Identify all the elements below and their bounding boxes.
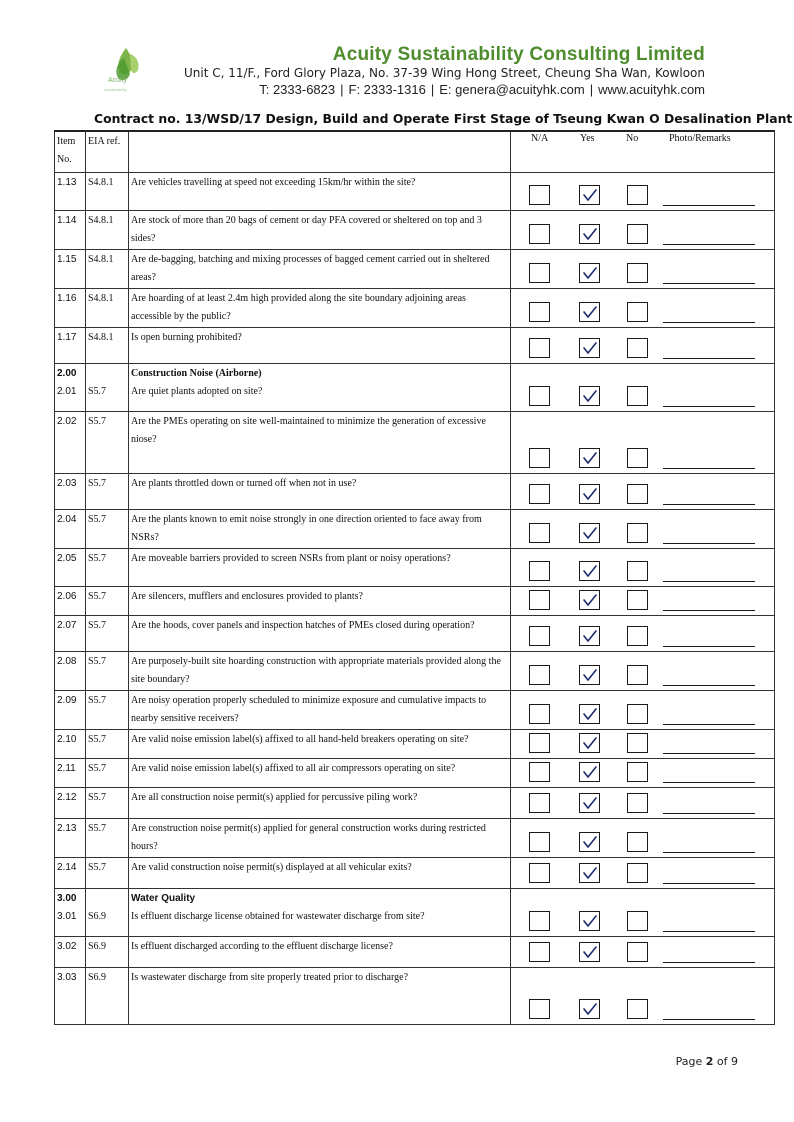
question-text: Are valid noise emission label(s) affixed to all air compressors operating on site? <box>131 763 456 774</box>
na-checkbox[interactable] <box>529 561 550 581</box>
no-checkbox[interactable] <box>627 704 648 724</box>
question <box>129 889 511 937</box>
item-no <box>55 968 86 1025</box>
eia-ref: S4.8.1 <box>86 211 129 250</box>
question <box>129 730 511 759</box>
question-text: Are vehicles travelling at speed not exceeding 15km/hr within the site? <box>131 177 416 188</box>
question <box>129 211 511 250</box>
remarks-line[interactable] <box>663 543 755 544</box>
checkmark-icon <box>582 450 598 466</box>
eia-ref: S5.7 <box>86 474 129 510</box>
eia-ref: S5.7 <box>86 510 129 549</box>
checkmark-icon <box>582 340 598 356</box>
na-checkbox[interactable] <box>529 523 550 543</box>
no-checkbox[interactable] <box>627 626 648 646</box>
na-checkbox[interactable] <box>529 263 550 283</box>
answer-cell <box>511 652 775 691</box>
no-checkbox[interactable] <box>627 942 648 962</box>
item-no <box>55 412 86 474</box>
question <box>129 289 511 328</box>
na-checkbox[interactable] <box>529 590 550 610</box>
item-no <box>55 250 86 289</box>
eia-ref: S5.7 <box>86 858 129 889</box>
question-text: Are all construction noise permit(s) applied for percussive piling work? <box>131 792 418 803</box>
answer-cell <box>511 412 775 474</box>
eia-ref: S4.8.1 <box>86 328 129 364</box>
no-checkbox[interactable] <box>627 762 648 782</box>
table-row <box>55 173 775 211</box>
checkmark-icon <box>582 865 598 881</box>
question <box>129 819 511 858</box>
checkmark-icon <box>582 187 598 203</box>
yes-checkbox[interactable] <box>579 999 600 1019</box>
question <box>129 474 511 510</box>
question-text: Is wastewater discharge from site properly treated prior to discharge? <box>131 972 409 983</box>
yes-checkbox[interactable] <box>579 386 600 406</box>
remarks-line[interactable] <box>663 322 755 323</box>
item-number: 2.12 <box>57 792 77 803</box>
checkmark-icon <box>582 764 598 780</box>
no-checkbox[interactable] <box>627 484 648 504</box>
checkmark-icon <box>582 628 598 644</box>
checkmark-icon <box>582 913 598 929</box>
answer-cell <box>511 968 775 1025</box>
item-number: 2.01 <box>57 386 77 397</box>
table-row <box>55 510 775 549</box>
item-number: 2.08 <box>57 656 77 667</box>
item-number: 1.16 <box>57 293 77 304</box>
question <box>129 652 511 691</box>
no-checkbox[interactable] <box>627 386 648 406</box>
no-checkbox[interactable] <box>627 302 648 322</box>
item-no <box>55 889 86 937</box>
no-checkbox[interactable] <box>627 185 648 205</box>
yes-checkbox[interactable] <box>579 523 600 543</box>
question <box>129 328 511 364</box>
na-checkbox[interactable] <box>529 762 550 782</box>
na-checkbox[interactable] <box>529 942 550 962</box>
question <box>129 549 511 587</box>
answer-cell <box>511 819 775 858</box>
separator: | <box>340 82 344 97</box>
na-checkbox[interactable] <box>529 224 550 244</box>
fax: F: 2333-1316 <box>348 82 426 97</box>
remarks-line[interactable] <box>663 468 755 469</box>
item-no <box>55 328 86 364</box>
item-no <box>55 510 86 549</box>
table-row <box>55 730 775 759</box>
yes-checkbox[interactable] <box>579 448 600 468</box>
item-no <box>55 173 86 211</box>
na-checkbox[interactable] <box>529 832 550 852</box>
table-row <box>55 819 775 858</box>
item-no <box>55 937 86 968</box>
section-title: Water Quality <box>131 893 196 904</box>
phone: T: 2333-6823 <box>259 82 336 97</box>
section-no: 2.00 <box>57 368 77 379</box>
eia-ref: S5.7 <box>86 759 129 788</box>
question <box>129 759 511 788</box>
page-number: Page 2 of 9 <box>675 1055 738 1068</box>
yes-checkbox[interactable] <box>579 911 600 931</box>
question-text: Are valid noise emission label(s) affixed to all hand-held breakers operating on site? <box>131 734 469 745</box>
table-row <box>55 759 775 788</box>
item-number: 2.13 <box>57 823 77 834</box>
no-checkbox[interactable] <box>627 224 648 244</box>
no-checkbox[interactable] <box>627 911 648 931</box>
answer-cell <box>511 587 775 616</box>
item-no <box>55 652 86 691</box>
answer-cell <box>511 889 775 937</box>
remarks-line[interactable] <box>663 610 755 611</box>
na-checkbox[interactable] <box>529 386 550 406</box>
answer-cell <box>511 616 775 652</box>
company-name: Acuity Sustainability Consulting Limited <box>332 44 705 65</box>
item-number: 2.02 <box>57 416 77 427</box>
question <box>129 412 511 474</box>
eia-ref: S5.7 <box>86 549 129 587</box>
eia-ref: S4.8.1 <box>86 173 129 211</box>
eia-ref: S5.7 <box>86 691 129 730</box>
section-no: 3.00 <box>57 893 77 904</box>
remarks-line[interactable] <box>663 883 755 884</box>
question-text: Are the plants known to emit noise strongly in one direction oriented to face away from NSRs? <box>131 514 482 543</box>
table-row <box>55 250 775 289</box>
section-title: Construction Noise (Airborne) <box>131 368 262 379</box>
eia-ref: S4.8.1 <box>86 289 129 328</box>
remarks-line[interactable] <box>663 685 755 686</box>
yes-checkbox[interactable] <box>579 484 600 504</box>
yes-checkbox[interactable] <box>579 185 600 205</box>
na-checkbox[interactable] <box>529 665 550 685</box>
table-row <box>55 549 775 587</box>
item-number: 3.02 <box>57 941 77 952</box>
answer-cell <box>511 364 775 412</box>
na-checkbox[interactable] <box>529 302 550 322</box>
checkmark-icon <box>582 944 598 960</box>
question <box>129 937 511 968</box>
answer-cell <box>511 730 775 759</box>
answer-cell <box>511 788 775 819</box>
item-number: 2.05 <box>57 553 77 564</box>
no-checkbox[interactable] <box>627 523 648 543</box>
na-checkbox[interactable] <box>529 185 550 205</box>
item-no <box>55 587 86 616</box>
remarks-line[interactable] <box>663 504 755 505</box>
answer-cell <box>511 211 775 250</box>
logo-text: Acuity <box>108 77 128 84</box>
na-checkbox[interactable] <box>529 704 550 724</box>
table-row <box>55 211 775 250</box>
item-number: 1.17 <box>57 332 77 343</box>
item-no <box>55 549 86 587</box>
item-no <box>55 759 86 788</box>
question-text: Are silencers, mufflers and enclosures provided to plants? <box>131 591 363 602</box>
no-checkbox[interactable] <box>627 561 648 581</box>
table-row <box>55 474 775 510</box>
item-number: 1.15 <box>57 254 77 265</box>
remarks-line[interactable] <box>663 283 755 284</box>
item-number: 2.03 <box>57 478 77 489</box>
answer-cell <box>511 173 775 211</box>
no-checkbox[interactable] <box>627 590 648 610</box>
na-checkbox[interactable] <box>529 484 550 504</box>
no-checkbox[interactable] <box>627 338 648 358</box>
question-text: Are moveable barriers provided to screen NSRs from plant or noisy operations? <box>131 553 451 564</box>
eia-ref: S6.9 <box>86 889 129 937</box>
header-item-no: Item No. <box>55 131 86 173</box>
no-checkbox[interactable] <box>627 263 648 283</box>
na-checkbox[interactable] <box>529 863 550 883</box>
yes-checkbox[interactable] <box>579 863 600 883</box>
item-number: 2.14 <box>57 862 77 873</box>
yes-checkbox[interactable] <box>579 665 600 685</box>
checkmark-icon <box>582 563 598 579</box>
checkmark-icon <box>582 706 598 722</box>
table-row <box>55 937 775 968</box>
question <box>129 968 511 1025</box>
question <box>129 364 511 412</box>
no-checkbox[interactable] <box>627 733 648 753</box>
question-text: Are noisy operation properly scheduled to minimize exposure and cumulative impacts to nearby sensitive receivers? <box>131 695 487 724</box>
yes-checkbox[interactable] <box>579 733 600 753</box>
yes-checkbox[interactable] <box>579 793 600 813</box>
na-checkbox[interactable] <box>529 733 550 753</box>
question-text: Is effluent discharged according to the effluent discharge license? <box>131 941 393 952</box>
item-no <box>55 730 86 759</box>
yes-checkbox[interactable] <box>579 338 600 358</box>
question <box>129 788 511 819</box>
question-text: Are purposely-built site hoarding construction with appropriate materials provided along the site boundary? <box>131 656 501 685</box>
checkmark-icon <box>582 226 598 242</box>
remarks-line[interactable] <box>663 244 755 245</box>
separator: | <box>430 82 435 97</box>
item-no <box>55 364 86 412</box>
question-text: Are construction noise permit(s) applied for general construction works during restricted hours? <box>131 823 486 852</box>
no-checkbox[interactable] <box>627 999 648 1019</box>
question <box>129 173 511 211</box>
table-header-row <box>55 131 775 173</box>
header-no: No <box>626 133 639 144</box>
email: E: genera@acuityhk.com <box>439 82 585 97</box>
remarks-line[interactable] <box>663 205 755 206</box>
checkmark-icon <box>582 388 598 404</box>
table-row <box>55 587 775 616</box>
logo-subtext: sustainability <box>104 87 127 92</box>
separator: | <box>589 82 594 97</box>
yes-checkbox[interactable] <box>579 561 600 581</box>
no-checkbox[interactable] <box>627 863 648 883</box>
remarks-line[interactable] <box>663 813 755 814</box>
item-no <box>55 858 86 889</box>
yes-checkbox[interactable] <box>579 832 600 852</box>
item-no <box>55 616 86 652</box>
na-checkbox[interactable] <box>529 793 550 813</box>
item-no <box>55 289 86 328</box>
item-number: 2.09 <box>57 695 77 706</box>
checkmark-icon <box>582 735 598 751</box>
yes-checkbox[interactable] <box>579 762 600 782</box>
question <box>129 858 511 889</box>
remarks-line[interactable] <box>663 406 755 407</box>
question-text: Are plants throttled down or turned off when not in use? <box>131 478 357 489</box>
question <box>129 250 511 289</box>
checkmark-icon <box>582 592 598 608</box>
remarks-line[interactable] <box>663 581 755 582</box>
table-row <box>55 412 775 474</box>
yes-checkbox[interactable] <box>579 704 600 724</box>
website: www.acuityhk.com <box>598 82 705 97</box>
header-yes: Yes <box>580 133 595 144</box>
answer-cell <box>511 250 775 289</box>
item-number: 1.14 <box>57 215 77 226</box>
question <box>129 691 511 730</box>
remarks-line[interactable] <box>663 1019 755 1020</box>
item-number: 2.07 <box>57 620 77 631</box>
item-no <box>55 691 86 730</box>
checkmark-icon <box>582 795 598 811</box>
table-row <box>55 691 775 730</box>
no-checkbox[interactable] <box>627 832 648 852</box>
eia-ref: S6.9 <box>86 937 129 968</box>
eia-ref: S5.7 <box>86 788 129 819</box>
answer-cell <box>511 759 775 788</box>
item-no <box>55 474 86 510</box>
item-no <box>55 819 86 858</box>
eia-ref: S5.7 <box>86 730 129 759</box>
remarks-line[interactable] <box>663 724 755 725</box>
question <box>129 616 511 652</box>
table-row <box>55 652 775 691</box>
yes-checkbox[interactable] <box>579 590 600 610</box>
table-row <box>55 858 775 889</box>
yes-checkbox[interactable] <box>579 626 600 646</box>
answer-cell <box>511 858 775 889</box>
checkmark-icon <box>582 525 598 541</box>
item-number: 2.10 <box>57 734 77 745</box>
item-no <box>55 788 86 819</box>
remarks-line[interactable] <box>663 753 755 754</box>
remarks-line[interactable] <box>663 782 755 783</box>
answer-cell <box>511 549 775 587</box>
checkmark-icon <box>582 1001 598 1017</box>
item-number: 2.06 <box>57 591 77 602</box>
na-checkbox[interactable] <box>529 626 550 646</box>
checkmark-icon <box>582 265 598 281</box>
table-row <box>55 788 775 819</box>
table-row <box>55 889 775 937</box>
header-options <box>511 131 775 173</box>
contract-title: Contract no. 13/WSD/17 Design, Build and Operate First Stage of Tseung Kwan O Desalination Plant <box>94 111 793 126</box>
question-text: Are de-bagging, batching and mixing processes of bagged cement carried out in sheltered areas? <box>131 254 490 283</box>
no-checkbox[interactable] <box>627 665 648 685</box>
contact-line <box>259 82 705 97</box>
yes-checkbox[interactable] <box>579 942 600 962</box>
answer-cell <box>511 328 775 364</box>
header-remarks: Photo/Remarks <box>669 133 731 144</box>
table-row <box>55 364 775 412</box>
yes-checkbox[interactable] <box>579 263 600 283</box>
remarks-line[interactable] <box>663 358 755 359</box>
answer-cell <box>511 474 775 510</box>
eia-ref: S6.9 <box>86 968 129 1025</box>
yes-checkbox[interactable] <box>579 302 600 322</box>
question-text: Are quiet plants adopted on site? <box>131 386 263 397</box>
item-number: 1.13 <box>57 177 77 188</box>
table-row <box>55 968 775 1025</box>
header-eia-ref: EIA ref. <box>86 131 129 173</box>
item-number: 2.04 <box>57 514 77 525</box>
item-number: 2.11 <box>57 763 76 774</box>
checkmark-icon <box>582 304 598 320</box>
na-checkbox[interactable] <box>529 911 550 931</box>
eia-ref: S4.8.1 <box>86 250 129 289</box>
table-row <box>55 616 775 652</box>
answer-cell <box>511 937 775 968</box>
eia-ref: S5.7 <box>86 364 129 412</box>
eia-ref: S5.7 <box>86 652 129 691</box>
remarks-line[interactable] <box>663 852 755 853</box>
eia-ref: S5.7 <box>86 616 129 652</box>
na-checkbox[interactable] <box>529 338 550 358</box>
question <box>129 510 511 549</box>
checkmark-icon <box>582 834 598 850</box>
checklist-table <box>54 130 775 1025</box>
na-checkbox[interactable] <box>529 448 550 468</box>
answer-cell <box>511 691 775 730</box>
table-row <box>55 328 775 364</box>
eia-ref: S5.7 <box>86 819 129 858</box>
table-row <box>55 289 775 328</box>
question <box>129 587 511 616</box>
header-question <box>129 131 511 173</box>
remarks-line[interactable] <box>663 931 755 932</box>
remarks-line[interactable] <box>663 646 755 647</box>
question-text: Are the PMEs operating on site well-maintained to minimize the generation of excessive niose? <box>131 416 486 445</box>
remarks-line[interactable] <box>663 962 755 963</box>
question-text: Are the hoods, cover panels and inspection hatches of PMEs closed during operation? <box>131 620 475 631</box>
item-number: 3.03 <box>57 972 77 983</box>
no-checkbox[interactable] <box>627 793 648 813</box>
answer-cell <box>511 289 775 328</box>
yes-checkbox[interactable] <box>579 224 600 244</box>
header-na: N/A <box>531 133 549 144</box>
question-text: Are valid construction noise permit(s) displayed at all vehicular exits? <box>131 862 412 873</box>
item-number: 3.01 <box>57 911 77 922</box>
answer-cell <box>511 510 775 549</box>
item-no <box>55 211 86 250</box>
eia-ref: S5.7 <box>86 412 129 474</box>
na-checkbox[interactable] <box>529 999 550 1019</box>
question-text: Are hoarding of at least 2.4m high provided along the site boundary adjoining areas accessible by the public? <box>131 293 466 322</box>
checkmark-icon <box>582 667 598 683</box>
question-text: Is effluent discharge license obtained for wastewater discharge from site? <box>131 911 425 922</box>
company-address: Unit C, 11/F., Ford Glory Plaza, No. 37-39 Wing Hong Street, Cheung Sha Wan, Kowloon <box>183 66 705 80</box>
eia-ref: S5.7 <box>86 587 129 616</box>
checkmark-icon <box>582 486 598 502</box>
question-text: Are stock of more than 20 bags of cement or day PFA covered or sheltered on top and 3 sides? <box>131 215 482 244</box>
no-checkbox[interactable] <box>627 448 648 468</box>
question-text: Is open burning prohibited? <box>131 332 242 343</box>
